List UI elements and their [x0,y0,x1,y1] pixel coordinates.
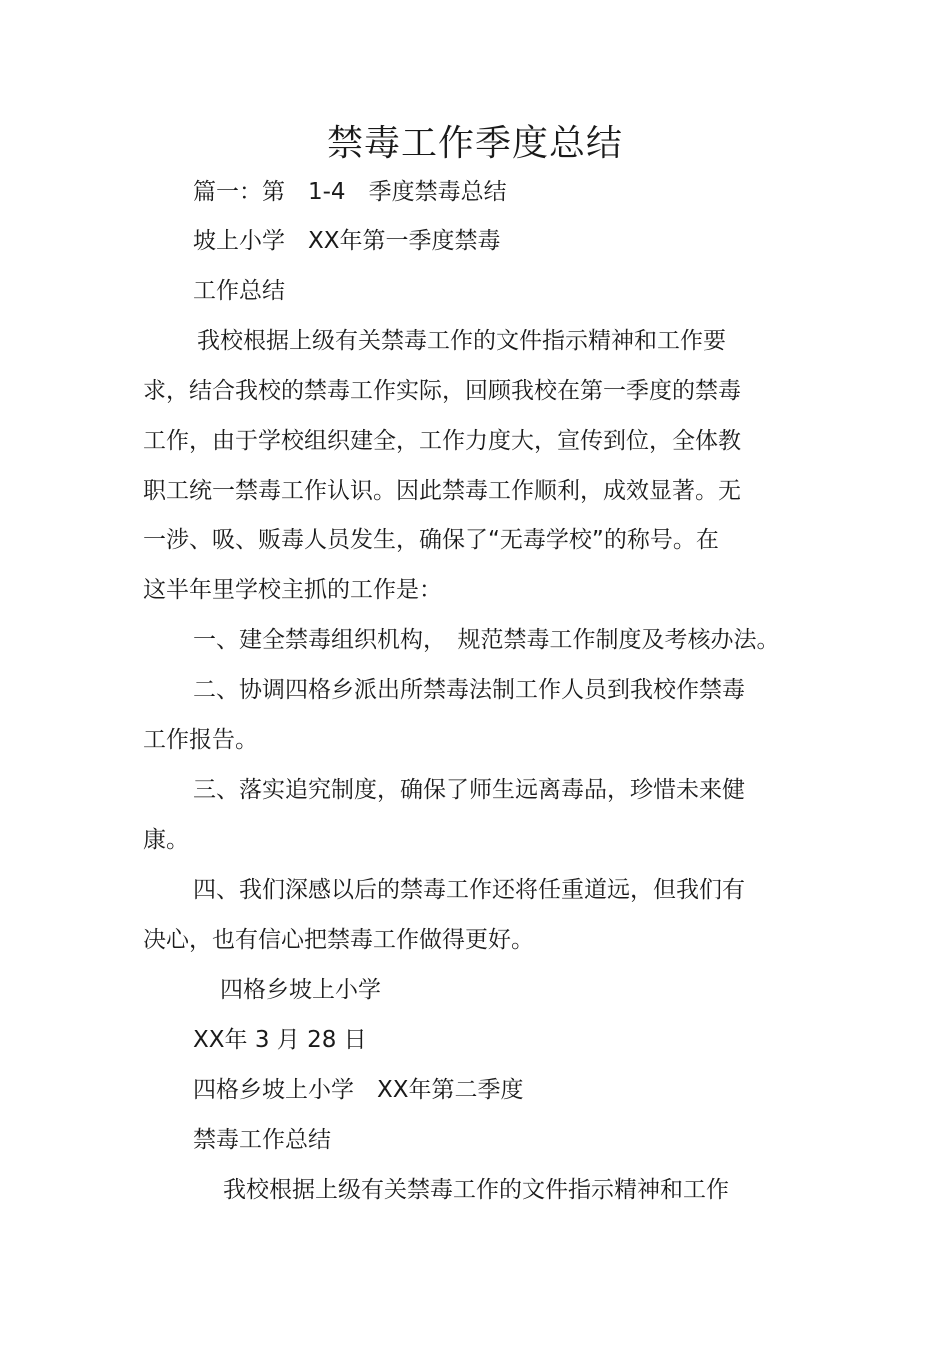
paragraph-line: 我校根据上级有关禁毒工作的文件指示精神和工作要 [197,328,726,354]
paragraph-line: 一涉、吸、贩毒人员发生，确保了“无毒学校”的称号。在 [143,527,719,553]
list-item-continuation: 决心，也有信心把禁毒工作做得更好。 [143,927,534,953]
signature-school: 四格乡坡上小学 [220,977,381,1003]
paragraph-line: 职工统一禁毒工作认识。因此禁毒工作顺利，成效显著。无 [143,478,741,504]
paragraph-line: 工作，由于学校组织建全，工作力度大，宣传到位，全体教 [143,428,741,454]
list-item: 二、协调四格乡派出所禁毒法制工作人员到我校作禁毒 [193,677,745,703]
section-heading: 篇一：第 1-4 季度禁毒总结 [193,179,507,205]
list-item-continuation: 工作报告。 [143,727,258,753]
subtitle-line: 禁毒工作总结 [193,1127,331,1153]
subtitle-line: 工作总结 [193,278,285,304]
paragraph-line: 我校根据上级有关禁毒工作的文件指示精神和工作 [223,1177,729,1203]
list-item-continuation: 康。 [143,827,189,853]
subtitle-line: 四格乡坡上小学 XX年第二季度 [193,1077,524,1103]
list-item: 三、落实追究制度，确保了师生远离毒品，珍惜未来健 [193,777,745,803]
signature-date: XX年 3 月 28 日 [193,1027,367,1053]
list-item: 四、我们深感以后的禁毒工作还将任重道远，但我们有 [193,877,745,903]
paragraph-line: 这半年里学校主抓的工作是： [143,577,442,603]
list-item: 一、建全禁毒组织机构， 规范禁毒工作制度及考核办法。 [193,627,780,653]
subtitle-line: 坡上小学 XX年第一季度禁毒 [193,228,501,254]
paragraph-line: 求，结合我校的禁毒工作实际，回顾我校在第一季度的禁毒 [143,378,741,404]
document-title: 禁毒工作季度总结 [326,123,623,164]
